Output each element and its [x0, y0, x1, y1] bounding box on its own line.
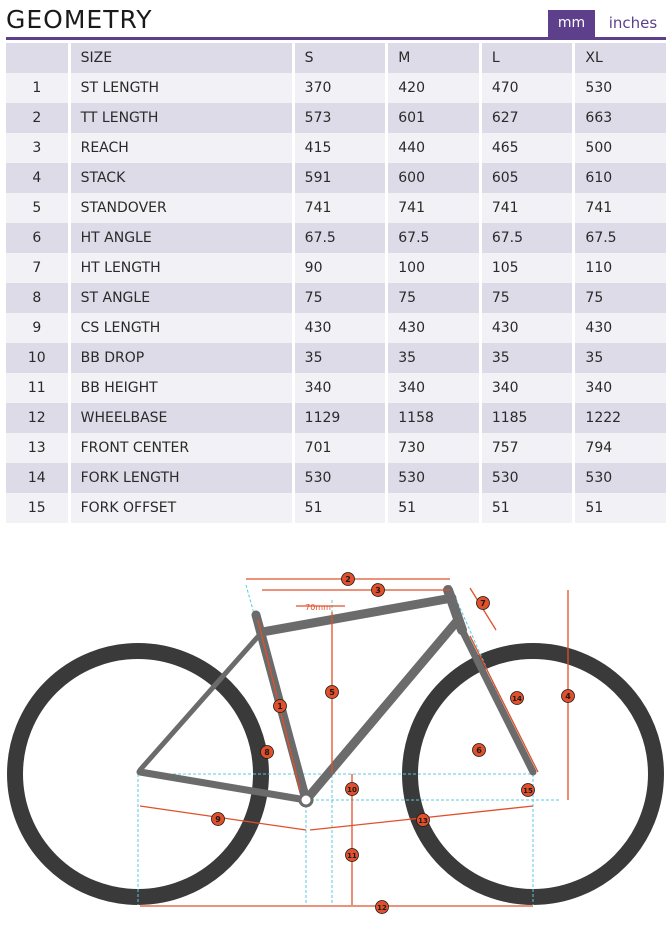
page-title: GEOMETRY: [6, 5, 153, 34]
value-l: 67.5: [482, 223, 573, 253]
table-row: [6, 433, 666, 463]
row-measure: HT ANGLE: [71, 223, 292, 253]
value-xl: 35: [575, 343, 666, 373]
dimension-marker-label: 13: [418, 817, 428, 825]
row-measure: BB DROP: [71, 343, 292, 373]
dimension-marker-label: 1: [277, 702, 283, 711]
value-s: 370: [295, 73, 386, 103]
row-measure: ST ANGLE: [71, 283, 292, 313]
offset-label: 70mm: [305, 603, 331, 612]
dimension-marker-label: 6: [476, 746, 482, 755]
table-header-size: SIZE: [71, 43, 292, 73]
value-xl: 530: [575, 463, 666, 493]
value-xl: 530: [575, 73, 666, 103]
table-row: [6, 103, 666, 133]
value-s: 75: [295, 283, 386, 313]
bike-geometry-svg: [0, 560, 671, 923]
dimension-marker-label: 15: [523, 787, 533, 795]
unit-inches-button[interactable]: inches: [608, 14, 658, 32]
value-xl: 1222: [575, 403, 666, 433]
value-m: 420: [388, 73, 479, 103]
table-row: [6, 133, 666, 163]
row-index: 15: [6, 493, 68, 523]
value-l: 340: [482, 373, 573, 403]
value-xl: 430: [575, 313, 666, 343]
dimension-marker-label: 5: [329, 688, 335, 697]
table-header-index: [6, 43, 68, 73]
value-l: 627: [482, 103, 573, 133]
row-index: 7: [6, 253, 68, 283]
value-s: 591: [295, 163, 386, 193]
table-header-m: M: [388, 43, 479, 73]
value-xl: 340: [575, 373, 666, 403]
value-xl: 500: [575, 133, 666, 163]
dimension-marker-label: 10: [347, 786, 357, 794]
value-m: 1158: [388, 403, 479, 433]
row-measure: FORK LENGTH: [71, 463, 292, 493]
value-m: 75: [388, 283, 479, 313]
value-s: 90: [295, 253, 386, 283]
row-index: 5: [6, 193, 68, 223]
dimension-marker-label: 2: [345, 575, 351, 584]
value-l: 530: [482, 463, 573, 493]
table-row: [6, 163, 666, 193]
row-measure: FRONT CENTER: [71, 433, 292, 463]
value-m: 67.5: [388, 223, 479, 253]
row-measure: FORK OFFSET: [71, 493, 292, 523]
top-tube: [262, 598, 452, 632]
value-xl: 75: [575, 283, 666, 313]
value-s: 35: [295, 343, 386, 373]
row-measure: TT LENGTH: [71, 103, 292, 133]
row-measure: CS LENGTH: [71, 313, 292, 343]
value-l: 465: [482, 133, 573, 163]
value-m: 530: [388, 463, 479, 493]
row-index: 14: [6, 463, 68, 493]
dimension-marker-label: 4: [565, 692, 571, 701]
row-measure: REACH: [71, 133, 292, 163]
value-m: 440: [388, 133, 479, 163]
value-xl: 51: [575, 493, 666, 523]
dimension-marker-label: 7: [480, 599, 486, 608]
dimension-marker-label: 11: [347, 852, 357, 860]
value-m: 100: [388, 253, 479, 283]
value-m: 600: [388, 163, 479, 193]
value-xl: 741: [575, 193, 666, 223]
row-measure: WHEELBASE: [71, 403, 292, 433]
value-m: 340: [388, 373, 479, 403]
value-l: 757: [482, 433, 573, 463]
row-measure: BB HEIGHT: [71, 373, 292, 403]
value-xl: 663: [575, 103, 666, 133]
header-divider: [6, 37, 666, 40]
value-l: 35: [482, 343, 573, 373]
table-row: [6, 403, 666, 433]
row-index: 1: [6, 73, 68, 103]
value-xl: 110: [575, 253, 666, 283]
value-s: 340: [295, 373, 386, 403]
row-index: 9: [6, 313, 68, 343]
row-measure: HT LENGTH: [71, 253, 292, 283]
value-s: 415: [295, 133, 386, 163]
row-index: 4: [6, 163, 68, 193]
bike-geometry-diagram: [0, 560, 671, 923]
value-m: 35: [388, 343, 479, 373]
table-row: [6, 343, 666, 373]
value-m: 730: [388, 433, 479, 463]
unit-mm-button[interactable]: mm: [548, 10, 595, 37]
value-xl: 794: [575, 433, 666, 463]
value-m: 51: [388, 493, 479, 523]
value-l: 605: [482, 163, 573, 193]
dimension-marker-label: 9: [215, 815, 221, 824]
value-l: 75: [482, 283, 573, 313]
value-m: 601: [388, 103, 479, 133]
table-row: [6, 373, 666, 403]
table-header-row: [6, 43, 666, 73]
row-index: 3: [6, 133, 68, 163]
value-l: 51: [482, 493, 573, 523]
row-index: 8: [6, 283, 68, 313]
value-s: 573: [295, 103, 386, 133]
table-row: [6, 493, 666, 523]
table-row: [6, 313, 666, 343]
value-s: 430: [295, 313, 386, 343]
geometry-table: [6, 43, 666, 523]
value-m: 430: [388, 313, 479, 343]
value-s: 701: [295, 433, 386, 463]
value-s: 1129: [295, 403, 386, 433]
value-xl: 610: [575, 163, 666, 193]
dimension-marker-label: 14: [512, 695, 522, 703]
value-s: 51: [295, 493, 386, 523]
table-row: [6, 283, 666, 313]
dimension-marker-label: 12: [377, 904, 387, 912]
value-l: 1185: [482, 403, 573, 433]
value-m: 741: [388, 193, 479, 223]
row-index: 11: [6, 373, 68, 403]
value-s: 67.5: [295, 223, 386, 253]
chain-stay: [140, 772, 306, 800]
row-measure: ST LENGTH: [71, 73, 292, 103]
table-header-l: L: [482, 43, 573, 73]
row-index: 12: [6, 403, 68, 433]
row-index: 6: [6, 223, 68, 253]
value-l: 470: [482, 73, 573, 103]
row-index: 10: [6, 343, 68, 373]
row-index: 13: [6, 433, 68, 463]
row-index: 2: [6, 103, 68, 133]
table-row: [6, 463, 666, 493]
dimension-marker-label: 3: [375, 586, 381, 595]
bottom-bracket: [300, 794, 312, 806]
value-l: 105: [482, 253, 573, 283]
table-header-xl: XL: [575, 43, 666, 73]
value-l: 741: [482, 193, 573, 223]
value-xl: 67.5: [575, 223, 666, 253]
table-row: [6, 193, 666, 223]
value-s: 530: [295, 463, 386, 493]
dimension-marker-label: 8: [264, 748, 270, 757]
row-measure: STANDOVER: [71, 193, 292, 223]
table-row: [6, 73, 666, 103]
table-header-s: S: [295, 43, 386, 73]
table-row: [6, 253, 666, 283]
value-s: 741: [295, 193, 386, 223]
header: [0, 0, 671, 40]
value-l: 430: [482, 313, 573, 343]
row-measure: STACK: [71, 163, 292, 193]
table-row: [6, 223, 666, 253]
